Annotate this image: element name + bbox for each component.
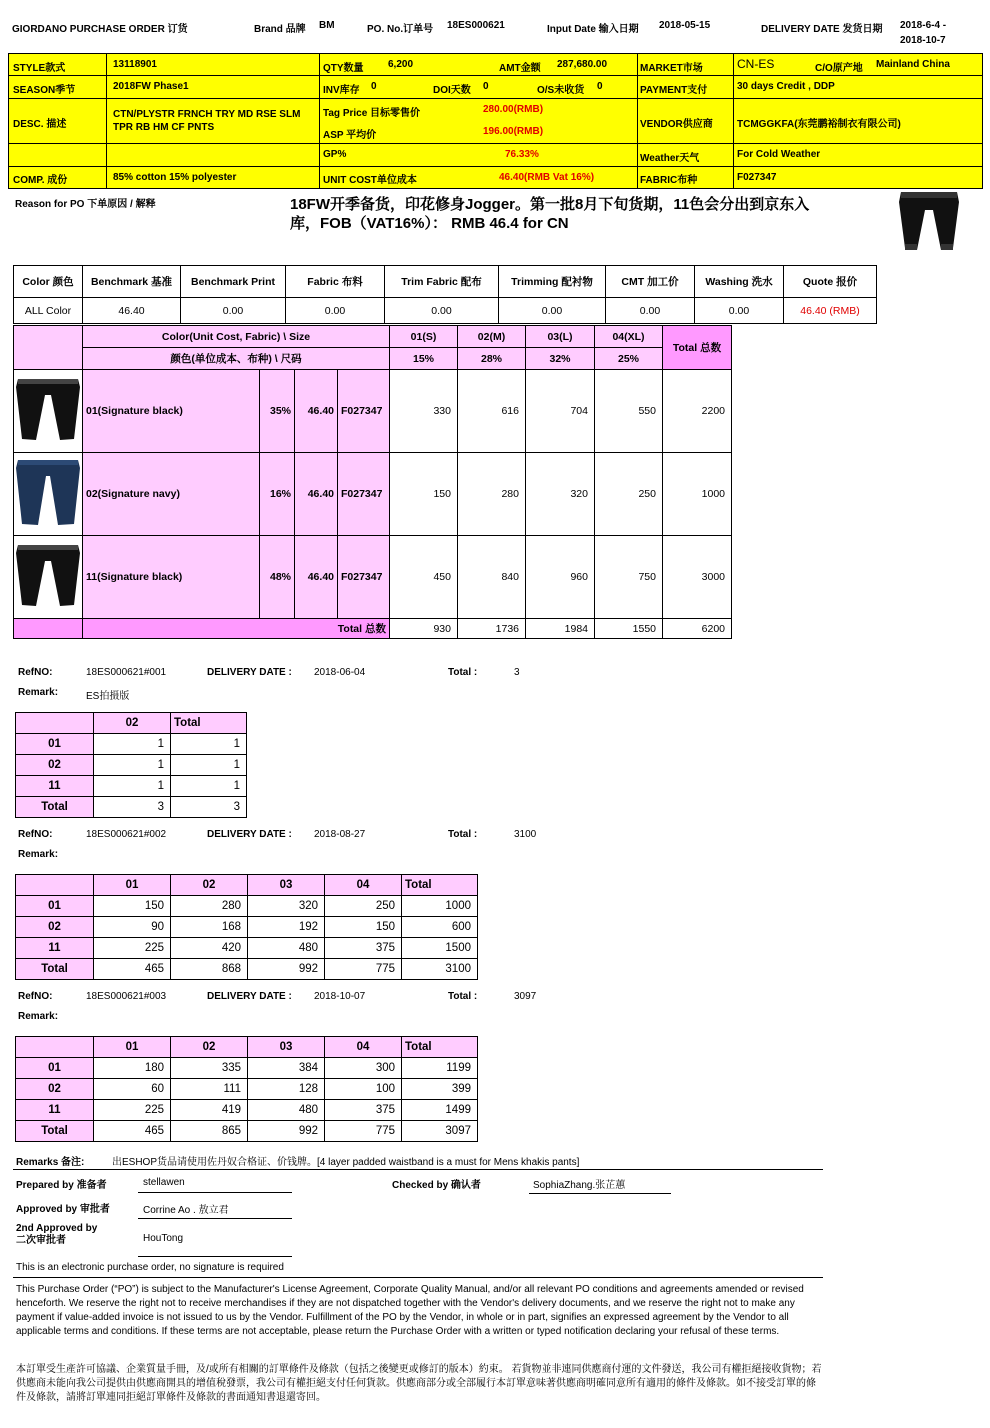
po-number: 18ES000621 [447, 20, 505, 31]
os-value: 0 [597, 81, 603, 92]
os-label: O/S未收货 [537, 85, 585, 96]
cell: 60 [94, 1079, 171, 1100]
payment-label: PAYMENT支付 [640, 85, 708, 96]
cell: 250 [325, 896, 402, 917]
row-header: 01 [16, 734, 94, 755]
cost-header-fabric: Fabric 布料 [286, 266, 385, 298]
delivery1-table [15, 712, 247, 818]
payment-value: 30 days Credit , DDP [737, 81, 835, 92]
remarks-text: 出ESHOP货品请使用佐丹奴合格证、价钱牌。[4 layer padded waistband is a must for Mens khakis pants] [112, 1157, 580, 1168]
delivery2-remark-label: Remark: [18, 849, 59, 860]
row-qty-3: 704 [526, 370, 595, 453]
cell: 335 [171, 1058, 248, 1079]
approved2-by: HouTong [143, 1233, 184, 1244]
cell: 1 [94, 734, 171, 755]
cell: 280 [171, 896, 248, 917]
weather-label: Weather天气 [640, 153, 700, 164]
doi-value: 0 [483, 81, 489, 92]
size-header-image-col [14, 326, 83, 370]
amt-value: 287,680.00 [557, 59, 608, 70]
delivery3-date: 2018-10-07 [314, 991, 366, 1002]
row-qty-4: 750 [595, 536, 663, 619]
tag-price-label: Tag Price 目标零售价 [323, 108, 421, 119]
col-header: Total [402, 1037, 478, 1058]
info-block [8, 53, 983, 189]
row-qty-2: 280 [458, 453, 526, 536]
cost-header-washing: Washing 洗水 [695, 266, 784, 298]
table-total-row [14, 619, 732, 639]
style-label: STYLE款式 [13, 63, 66, 74]
row-qty-3: 320 [526, 453, 595, 536]
cost-trimming: 0.00 [499, 298, 606, 324]
cell: 868 [171, 959, 248, 980]
cell: 992 [248, 959, 325, 980]
vendor-label: VENDOR供应商 [640, 119, 713, 130]
fabric-value: F027347 [737, 172, 777, 183]
cell: 375 [325, 1100, 402, 1121]
delivery2-date: 2018-08-27 [314, 829, 366, 840]
black-pants-icon [14, 543, 82, 609]
co-value: Mainland China [876, 59, 950, 70]
cell: 320 [248, 896, 325, 917]
co-label: C/O原产地 [815, 63, 863, 74]
total-row-label: Total 总数 [83, 619, 390, 639]
cost-header-trimming: Trimming 配衬物 [499, 266, 606, 298]
delivery-date-line2: 2018-10-7 [900, 35, 946, 46]
delivery3-remark-label: Remark: [18, 1011, 59, 1022]
row-color: 01(Signature black) [83, 370, 260, 453]
delivery2-date-label: DELIVERY DATE : [207, 829, 292, 840]
row-qty-1: 450 [390, 536, 458, 619]
cost-trim-fabric: 0.00 [385, 298, 499, 324]
checked-label: Checked by 确认者 [392, 1180, 481, 1191]
table-row [16, 734, 247, 755]
cell: 1 [171, 734, 247, 755]
reason-line1: 18FW开季备货，印花修身Jogger。第一批8月下旬货期，11色会分出到京东入 [290, 196, 810, 213]
doi-label: DOI天数 [433, 85, 471, 96]
cell: 465 [94, 959, 171, 980]
cell: 384 [248, 1058, 325, 1079]
cell: 1000 [402, 896, 478, 917]
size-pct-3: 32% [526, 348, 595, 370]
row-header: 11 [16, 938, 94, 959]
gp-label: GP% [323, 149, 347, 160]
cost-benchmark-print: 0.00 [181, 298, 286, 324]
row-header: 01 [16, 896, 94, 917]
table-row [16, 1100, 478, 1121]
total-qty-1: 930 [390, 619, 458, 639]
cell: 128 [248, 1079, 325, 1100]
inv-label: INV库存 [323, 85, 360, 96]
brand-value: BM [319, 20, 335, 31]
delivery3-total: 3097 [514, 991, 537, 1002]
desc-line1: CTN/PLYSTR FRNCH TRY MD RSE SLM [113, 109, 301, 120]
delivery2-total-label: Total : [448, 829, 478, 840]
delivery3-total-label: Total : [448, 991, 478, 1002]
input-date-label: Input Date 输入日期 [547, 24, 639, 35]
po-label: PO. No.订单号 [367, 24, 434, 35]
prepared-by: stellawen [143, 1177, 185, 1188]
row-qty-2: 840 [458, 536, 526, 619]
row-color: 11(Signature black) [83, 536, 260, 619]
row-header: 02 [16, 1079, 94, 1100]
row-cost: 46.40 [295, 370, 338, 453]
col-header: Total [402, 875, 478, 896]
approved2-label [16, 1223, 97, 1247]
amt-label: AMT金额 [499, 63, 541, 74]
cell: 480 [248, 1100, 325, 1121]
total-qty-all: 6200 [663, 619, 732, 639]
size-name-4: 04(XL) [595, 326, 663, 348]
inv-value: 0 [371, 81, 377, 92]
comp-value: 85% cotton 15% polyester [113, 172, 237, 183]
row-total: 2200 [663, 370, 732, 453]
cell: 111 [171, 1079, 248, 1100]
row-qty-2: 616 [458, 370, 526, 453]
row-qty-4: 250 [595, 453, 663, 536]
cell: 180 [94, 1058, 171, 1079]
market-label: MARKET市场 [640, 63, 703, 74]
row-pct: 35% [260, 370, 295, 453]
table-row [16, 797, 247, 818]
weather-value: For Cold Weather [737, 149, 821, 160]
cost-breakdown-table [13, 265, 877, 324]
delivery1-corner [16, 713, 94, 734]
cost-fabric: 0.00 [286, 298, 385, 324]
col-header: 02 [171, 875, 248, 896]
comp-label: COMP. 成份 [13, 175, 68, 186]
terms-chinese: 本訂單受生產許可協議、企業質量手冊，及/或所有相關的訂單條件及條款（包括之後變更或修訂的版本）約束。 若貨物並非連同供應商付運的文件發送，我公司有權拒絕接收貨物；若供應商未能向我公司提供由供應商開具的增值稅發票，我公司有權拒絕支付任何貨款。供應商部分或全部履行本訂單意味著供應商明確同意所有適用的條件及條款。如不接受訂單的條件及條款，請將訂單連同拒絕訂單條件及條款的書面通知書退還寄回。 [16, 1364, 822, 1403]
cell: 3 [171, 797, 247, 818]
delivery1-col-02: 02 [94, 713, 171, 734]
cell: 150 [94, 896, 171, 917]
electronic-notice: This is an electronic purchase order, no signature is required [16, 1262, 284, 1273]
table-row [16, 917, 478, 938]
cost-header-cmt: CMT 加工价 [606, 266, 695, 298]
table-row [16, 896, 478, 917]
cell: 225 [94, 938, 171, 959]
terms-english: This Purchase Order (“PO”) is subject to the Manufacturer's License Agreement, Corporate Quality Manual, and/or all relevant PO conditions and agreements amended or revised henceforth. We reserve the right not to receive merchandises if they are not dispatched together with the Vendor's delivery documents, and we reserve the right not to make any payment if value-added invoice is not issued to us by the Vendor. Fulfillment of the PO by the Vendor, in whole or in part, signifies an expressed agreement by the Vendor to all applicable terms and conditions. If these terms are not acceptable, please return the Purchase Order with a written or typed notification declaring your refusal of these terms. [16, 1284, 804, 1337]
cell: 1 [94, 755, 171, 776]
size-header-line2: 颜色(单位成本、布种) \ 尺码 [83, 348, 390, 370]
cell: 1 [171, 776, 247, 797]
cost-washing: 0.00 [695, 298, 784, 324]
row-cost: 46.40 [295, 536, 338, 619]
table-row [16, 959, 478, 980]
row-header: 02 [16, 755, 94, 776]
swatch-cell [14, 370, 83, 453]
cost-cmt: 0.00 [606, 298, 695, 324]
col-header: 04 [325, 875, 402, 896]
cell: 480 [248, 938, 325, 959]
table-row [16, 776, 247, 797]
cell: 168 [171, 917, 248, 938]
row-qty-3: 960 [526, 536, 595, 619]
prepared-label: Prepared by 准备者 [16, 1180, 107, 1191]
cell: 1 [171, 755, 247, 776]
row-pct: 16% [260, 453, 295, 536]
reason-line2: 库，FOB（VAT16%）： RMB 46.4 for CN [290, 215, 569, 232]
table-row [16, 938, 478, 959]
delivery3-date-label: DELIVERY DATE : [207, 991, 292, 1002]
size-header-line1: Color(Unit Cost, Fabric) \ Size [83, 326, 390, 348]
gp-value: 76.33% [505, 149, 539, 160]
cost-benchmark: 46.40 [83, 298, 181, 324]
delivery2-corner [16, 875, 94, 896]
row-qty-4: 550 [595, 370, 663, 453]
col-header: 01 [94, 1037, 171, 1058]
row-total: 3000 [663, 536, 732, 619]
size-breakdown-table [13, 325, 732, 639]
delivery1-ref: 18ES000621#001 [86, 667, 167, 678]
delivery1-ref-label: RefNO: [18, 667, 53, 678]
delivery1-remark-label: Remark: [18, 687, 59, 698]
approved2-label-line1: 2nd Approved by [16, 1223, 98, 1234]
row-pct: 48% [260, 536, 295, 619]
cell: 150 [325, 917, 402, 938]
input-date: 2018-05-15 [659, 20, 711, 31]
cell: 1 [94, 776, 171, 797]
fabric-label: FABRIC布种 [640, 175, 698, 186]
table-row [16, 1058, 478, 1079]
cost-header-quote: Quote 报价 [784, 266, 877, 298]
product-pants-icon [893, 190, 965, 256]
delivery-date-label: DELIVERY DATE 发货日期 [761, 24, 883, 35]
cost-color: ALL Color [14, 298, 83, 324]
row-fabric: F027347 [338, 536, 390, 619]
row-qty-1: 150 [390, 453, 458, 536]
desc-line2: TPR RB HM CF PNTS [113, 122, 215, 133]
col-header: 04 [325, 1037, 402, 1058]
approved2-label-line2: 二次审批者 [16, 1235, 66, 1246]
season-value: 2018FW Phase1 [113, 81, 189, 92]
vendor-value: TCMGGKFA(东莞鹏裕制衣有限公司) [737, 119, 901, 130]
row-header: 02 [16, 917, 94, 938]
cell: 1499 [402, 1100, 478, 1121]
desc-label: DESC. 描述 [13, 119, 67, 130]
delivery3-ref: 18ES000621#003 [86, 991, 167, 1002]
approved-label: Approved by 审批者 [16, 1204, 110, 1215]
cell: 3 [94, 797, 171, 818]
total-qty-3: 1984 [526, 619, 595, 639]
total-qty-2: 1736 [458, 619, 526, 639]
po-title: GIORDANO PURCHASE ORDER 订货 [12, 24, 188, 35]
row-color: 02(Signature navy) [83, 453, 260, 536]
navy-pants-icon [14, 458, 82, 528]
delivery3-corner [16, 1037, 94, 1058]
swatch-cell [14, 453, 83, 536]
black-pants-icon [14, 377, 82, 443]
reason-text [290, 195, 809, 233]
row-fabric: F027347 [338, 370, 390, 453]
col-header: 03 [248, 1037, 325, 1058]
delivery3-table [15, 1036, 478, 1142]
cost-header-trim-fabric: Trim Fabric 配布 [385, 266, 499, 298]
row-total: 1000 [663, 453, 732, 536]
cell: 865 [171, 1121, 248, 1142]
swatch-cell [14, 536, 83, 619]
checked-by: SophiaZhang.张芷蕙 [533, 1180, 626, 1191]
cost-header-color: Color 颜色 [14, 266, 83, 298]
row-header: Total [16, 959, 94, 980]
total-qty-4: 1550 [595, 619, 663, 639]
remarks-label: Remarks 备注: [16, 1157, 85, 1168]
size-name-2: 02(M) [458, 326, 526, 348]
asp-label: ASP 平均价 [323, 130, 377, 141]
delivery1-col-total: Total [171, 713, 247, 734]
delivery1-total: 3 [514, 667, 520, 678]
cost-quote: 46.40 (RMB) [784, 298, 877, 324]
delivery1-date-label: DELIVERY DATE : [207, 667, 292, 678]
cell: 1199 [402, 1058, 478, 1079]
cell: 992 [248, 1121, 325, 1142]
cell: 600 [402, 917, 478, 938]
tag-price-value: 280.00(RMB) [483, 104, 544, 115]
cell: 419 [171, 1100, 248, 1121]
size-name-1: 01(S) [390, 326, 458, 348]
delivery3-ref-label: RefNO: [18, 991, 53, 1002]
col-header: 02 [171, 1037, 248, 1058]
table-row [16, 1079, 478, 1100]
delivery2-ref-label: RefNO: [18, 829, 53, 840]
row-header: 11 [16, 1100, 94, 1121]
brand-label: Brand 品牌 [254, 24, 306, 35]
delivery1-total-label: Total : [448, 667, 478, 678]
cell: 775 [325, 959, 402, 980]
size-name-3: 03(L) [526, 326, 595, 348]
cell: 192 [248, 917, 325, 938]
qty-label: QTY数量 [323, 63, 364, 74]
table-row [14, 453, 732, 536]
row-cost: 46.40 [295, 453, 338, 536]
table-row [16, 1121, 478, 1142]
size-pct-1: 15% [390, 348, 458, 370]
cell: 399 [402, 1079, 478, 1100]
cost-header-benchmark: Benchmark 基准 [83, 266, 181, 298]
cell: 3100 [402, 959, 478, 980]
cell: 300 [325, 1058, 402, 1079]
delivery2-table [15, 874, 478, 980]
table-row [16, 755, 247, 776]
delivery2-ref: 18ES000621#002 [86, 829, 167, 840]
style-value: 13118901 [113, 59, 157, 70]
delivery-date-line1: 2018-6-4 - [900, 20, 947, 31]
total-row-blank [14, 619, 83, 639]
row-qty-1: 330 [390, 370, 458, 453]
cell: 100 [325, 1079, 402, 1100]
approved-by: Corrine Ao . 敖立君 [143, 1205, 229, 1216]
row-header: Total [16, 797, 94, 818]
season-label: SEASON季节 [13, 85, 76, 96]
unit-cost-label: UNIT COST单位成本 [323, 175, 417, 186]
cell: 225 [94, 1100, 171, 1121]
cell: 90 [94, 917, 171, 938]
cell: 1500 [402, 938, 478, 959]
market-value: CN-ES [737, 57, 775, 71]
cell: 420 [171, 938, 248, 959]
unit-cost-value: 46.40(RMB Vat 16%) [499, 172, 595, 183]
row-header: 01 [16, 1058, 94, 1079]
qty-value: 6,200 [388, 59, 414, 70]
delivery1-remark: ES拍摄版 [86, 691, 130, 702]
size-header-total: Total 总数 [663, 326, 732, 370]
cell: 3097 [402, 1121, 478, 1142]
delivery2-total: 3100 [514, 829, 537, 840]
table-row [14, 370, 732, 453]
cost-header-benchmark-print: Benchmark Print [181, 266, 286, 298]
size-pct-2: 28% [458, 348, 526, 370]
col-header: 03 [248, 875, 325, 896]
reason-label: Reason for PO 下单原因 / 解释 [15, 199, 156, 210]
cell: 775 [325, 1121, 402, 1142]
cell: 375 [325, 938, 402, 959]
cell: 465 [94, 1121, 171, 1142]
row-fabric: F027347 [338, 453, 390, 536]
delivery1-date: 2018-06-04 [314, 667, 366, 678]
row-header: Total [16, 1121, 94, 1142]
table-row [14, 536, 732, 619]
size-pct-4: 25% [595, 348, 663, 370]
row-header: 11 [16, 776, 94, 797]
asp-value: 196.00(RMB) [483, 126, 544, 137]
col-header: 01 [94, 875, 171, 896]
